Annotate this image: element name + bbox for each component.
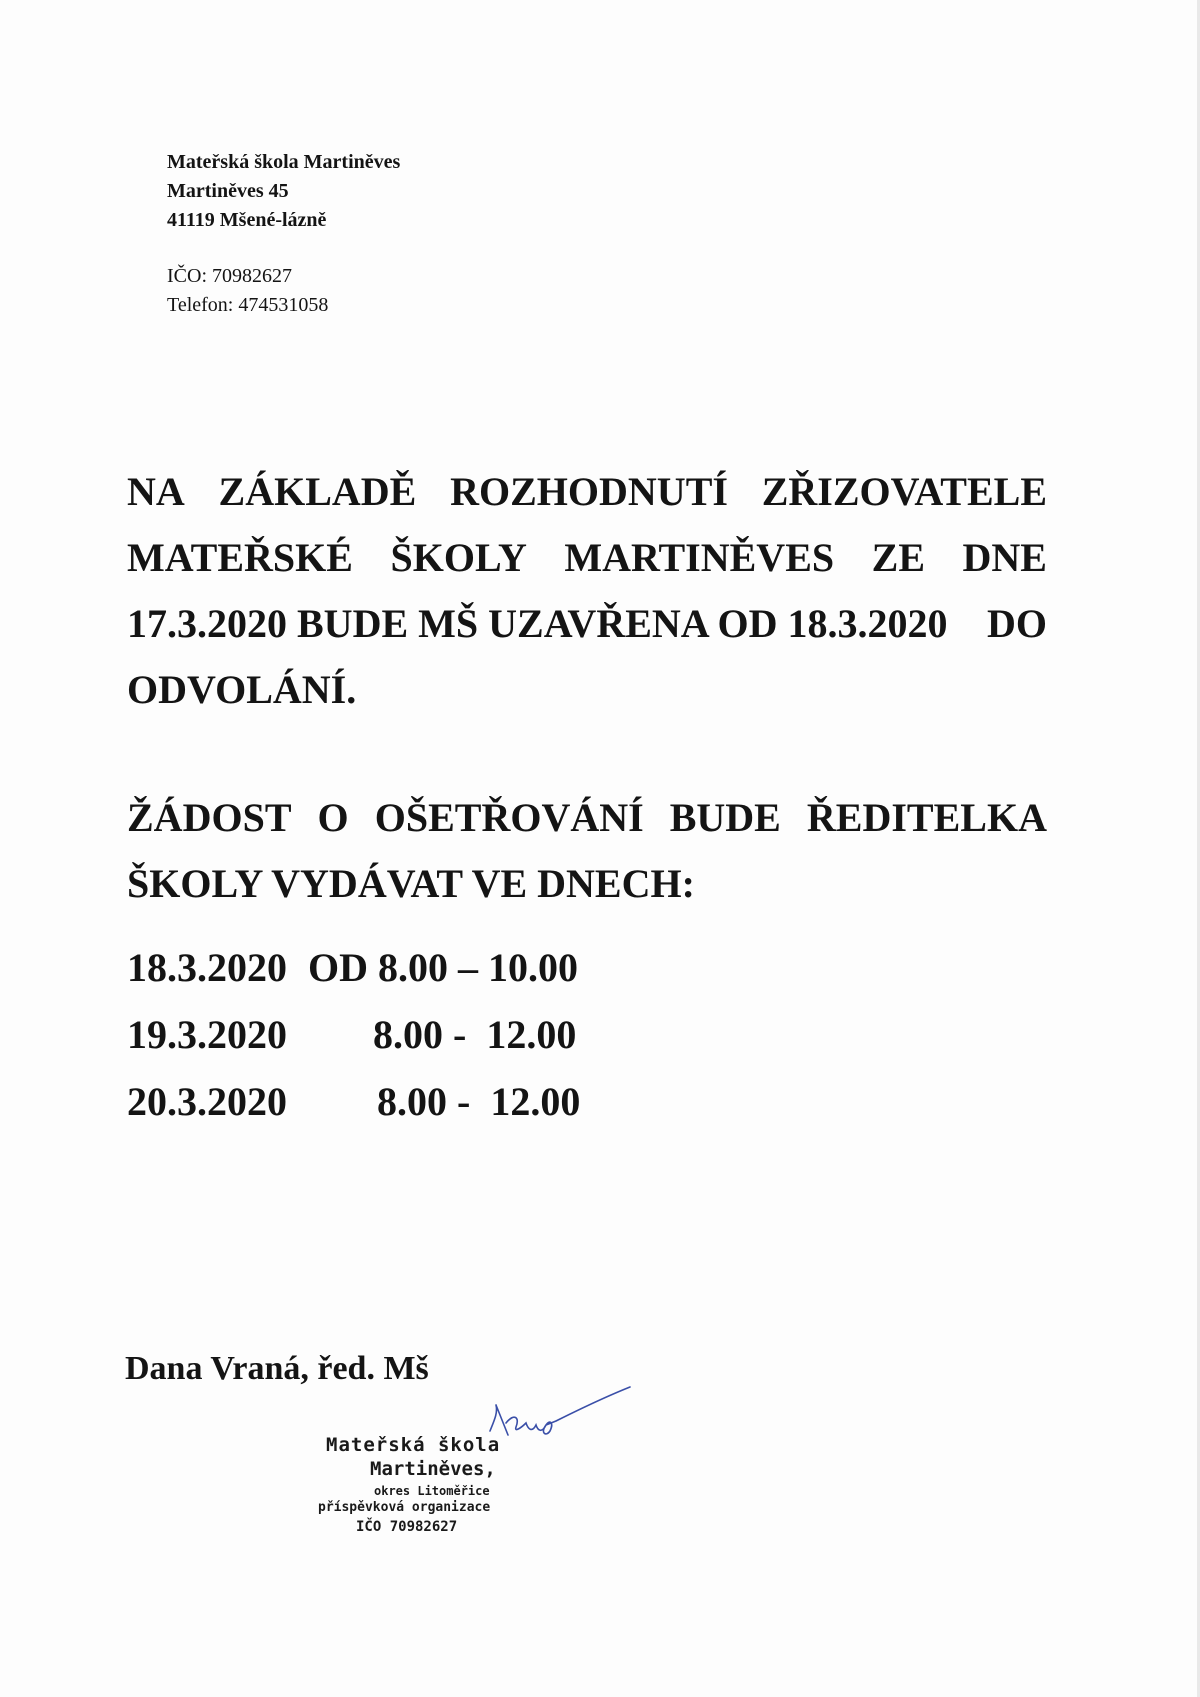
school-address-line1: Martiněves 45 xyxy=(167,180,289,202)
notice-word: ODVOLÁNÍ. xyxy=(127,667,357,712)
schedule-date: 20.3.2020 xyxy=(127,1079,287,1124)
school-name: Mateřská škola Martiněves xyxy=(167,151,401,173)
notice-word: DO xyxy=(987,601,1047,646)
notice-phrase: 17.3.2020 BUDE MŠ UZAVŘENA OD 18.3.2020 xyxy=(127,601,948,646)
schedule-date: 19.3.2020 xyxy=(127,1012,287,1057)
school-phone: Telefon: 474531058 xyxy=(167,294,329,316)
notice-line-4 xyxy=(127,666,1047,732)
notice-word: ZE xyxy=(871,535,925,580)
notice-line-2 xyxy=(127,534,1047,600)
school-header xyxy=(167,148,400,320)
notice-word: MATEŘSKÉ xyxy=(127,535,353,580)
school-address-line2: 41119 Mšené-lázně xyxy=(167,209,327,231)
notice-word: MARTINĚVES xyxy=(564,535,835,580)
notice-word: BUDE xyxy=(669,795,781,840)
stamp-line: příspěvková organizace xyxy=(318,1500,491,1515)
notice-word: ŘEDITELKA xyxy=(806,795,1047,840)
stamp-line: okres Litoměřice xyxy=(374,1484,490,1498)
schedule-time: OD 8.00 – 10.00 xyxy=(308,945,578,990)
schedule-date: 18.3.2020 xyxy=(127,945,287,990)
notice-word: OŠETŘOVÁNÍ xyxy=(374,795,644,840)
notice-line-6 xyxy=(127,860,1047,926)
stamp-line: Mateřská škola xyxy=(326,1434,501,1456)
notice-word: O xyxy=(317,795,349,840)
notice-word: DNE xyxy=(962,535,1047,580)
notice-phrase: ŠKOLY VYDÁVAT VE DNECH: xyxy=(127,861,695,906)
notice-line-5 xyxy=(127,794,1047,860)
notice-word: ZŘIZOVATELE xyxy=(761,469,1047,514)
school-ico: IČO: 70982627 xyxy=(167,265,292,287)
notice-word: ŠKOLY xyxy=(390,535,527,580)
school-stamp xyxy=(318,1400,548,1550)
closure-notice xyxy=(127,468,1047,926)
notice-line-1 xyxy=(127,468,1047,534)
schedule-time: 8.00 - 12.00 xyxy=(373,1012,577,1057)
notice-word: NA xyxy=(127,469,185,514)
notice-word: ŽÁDOST xyxy=(127,795,292,840)
notice-line-3 xyxy=(127,600,1047,666)
stamp-line: IČO 70982627 xyxy=(356,1519,458,1535)
schedule-time: 8.00 - 12.00 xyxy=(377,1079,581,1124)
notice-word: ZÁKLADĚ xyxy=(218,469,417,514)
signatory-name: Dana Vraná, řed. Mš xyxy=(125,1350,429,1387)
stamp-line: Martiněves, xyxy=(370,1458,496,1480)
notice-spacer xyxy=(127,732,1047,794)
notice-word: ROZHODNUTÍ xyxy=(450,469,728,514)
